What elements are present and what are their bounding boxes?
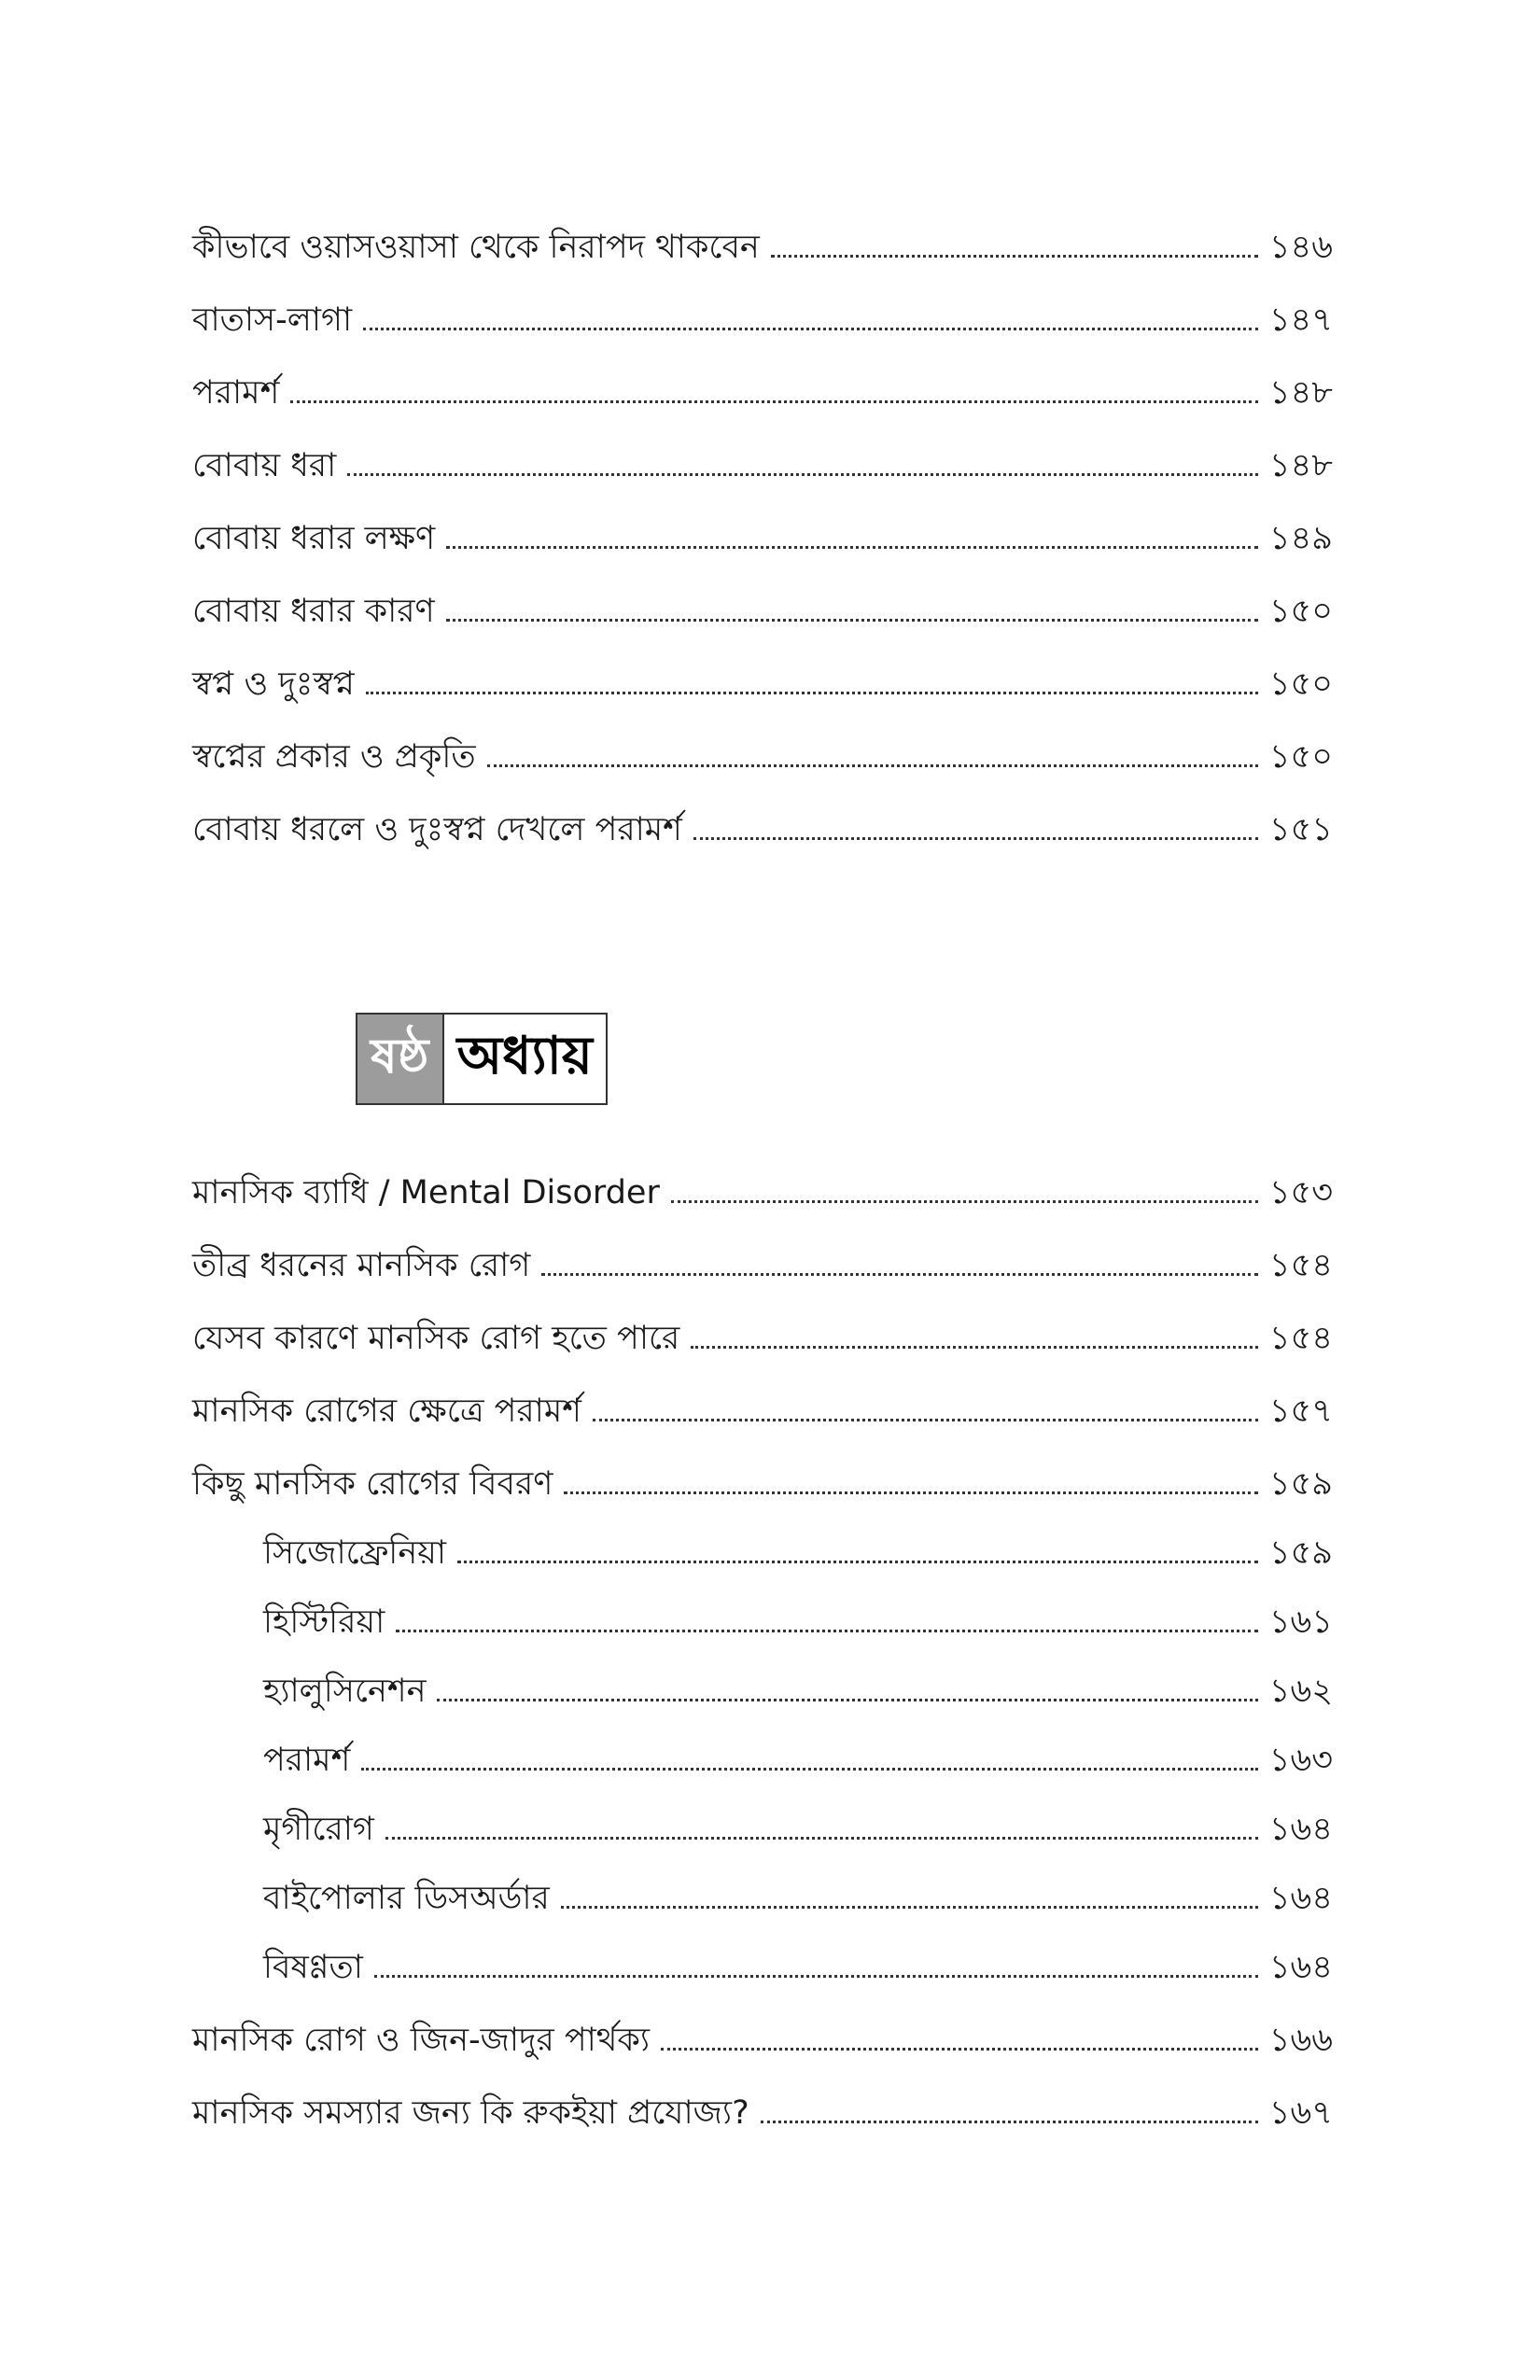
entry-title: হ্যালুসিনেশন [263,1673,427,1710]
dot-leader [374,1975,1258,1978]
entry-page: ১৫৯ [1268,1534,1333,1572]
toc-entry[interactable] [192,1355,1333,1428]
toc-section-1 [192,191,1333,847]
dot-leader [593,1419,1258,1421]
toc-entry[interactable] [192,628,1333,701]
entry-title: বাতাস-লাগা [192,301,353,339]
entry-page: ১৬৪ [1268,1811,1333,1848]
entry-title: পরামর্শ [263,1742,351,1779]
toc-entry[interactable] [192,1282,1333,1355]
entry-page: ১৬২ [1268,1673,1333,1710]
entry-page: ১৫৯ [1268,1465,1333,1503]
toc-entry[interactable] [192,774,1333,847]
toc-entry[interactable] [192,410,1333,483]
entry-title: বিষণ্ণতা [263,1949,363,1986]
toc-entry[interactable] [192,701,1333,774]
dot-leader [347,473,1258,476]
dot-leader [541,1273,1258,1276]
dot-leader [761,2121,1258,2123]
entry-title: হিস্টিরিয়া [263,1603,385,1641]
entry-title: কীভাবে ওয়াসওয়াসা থেকে নিরাপদ থাকবেন [192,229,760,266]
entry-page: ১৬৬ [1268,2022,1333,2059]
chapter-number: ষষ্ঠ [357,1015,442,1103]
entry-title: বোবায় ধরার কারণ [192,593,435,630]
entry-page: ১৫৩ [1268,1174,1333,1211]
dot-leader [457,1561,1258,1563]
dot-leader [661,2048,1258,2051]
entry-page: ১৫০ [1268,593,1333,630]
entry-page: ১৫১ [1268,811,1333,848]
toc-subentry[interactable] [192,1915,1333,1984]
entry-page: ১৪৮ [1268,374,1333,412]
entry-title: কিছু মানসিক রোগের বিবরণ [192,1465,553,1503]
dot-leader [396,1630,1258,1632]
entry-title: যেসব কারণে মানসিক রোগ হতে পারে [192,1320,680,1357]
dot-leader [446,619,1258,622]
dot-leader [771,255,1258,258]
entry-title: স্বপ্নের প্রকার ও প্রকৃতি [192,738,476,776]
entry-page: ১৫৪ [1268,1320,1333,1357]
entry-page: ১৪৬ [1268,229,1333,266]
toc-entry[interactable] [192,2057,1333,2130]
entry-title: স্বপ্ন ও দুঃস্বপ্ন [192,665,355,703]
entry-title: মানসিক রোগ ও জিন-জাদুর পার্থক্য [192,2022,651,2059]
entry-title: মানসিক সমস্যার জন্য কি রুকইয়া প্রযোজ্য? [192,2094,749,2132]
entry-title: তীব্র ধরনের মানসিক রোগ [192,1247,531,1284]
entry-title: পরামর্শ [192,374,280,412]
toc-subentry[interactable] [192,1639,1333,1708]
entry-title: সিজোফ্রেনিয়া [263,1534,446,1572]
entry-page: ১৫০ [1268,665,1333,703]
toc-entry[interactable] [192,1210,1333,1282]
toc-subentry[interactable] [192,1570,1333,1639]
dot-leader [446,546,1258,549]
entry-title: বোবায় ধরার লক্ষণ [192,520,436,557]
dot-leader [385,1837,1258,1840]
dot-leader [564,1491,1257,1494]
entry-page: ১৬৪ [1268,1880,1333,1917]
dot-leader [487,764,1258,767]
entry-page: ১৬৭ [1268,2094,1333,2132]
entry-page: ১৬১ [1268,1603,1333,1641]
toc-entry[interactable] [192,555,1333,628]
toc-subentry[interactable] [192,1708,1333,1777]
toc-entry[interactable] [192,337,1333,410]
dot-leader [361,1768,1257,1771]
dot-leader [363,328,1258,330]
toc-entry[interactable] [192,264,1333,337]
entry-title: বোবায় ধরলে ও দুঃস্বপ্ন দেখলে পরামর্শ [192,811,682,848]
dot-leader [366,692,1258,694]
entry-page: ১৫০ [1268,738,1333,776]
entry-page: ১৪৮ [1268,447,1333,484]
entry-page: ১৪৯ [1268,520,1333,557]
entry-title: মৃগীরোগ [263,1811,374,1848]
toc-entry[interactable] [192,191,1333,264]
dot-leader [290,400,1258,403]
entry-page: ১৫৪ [1268,1247,1333,1284]
dot-leader [693,837,1258,840]
toc-entry[interactable] [192,1428,1333,1501]
entry-page: ১৪৭ [1268,301,1333,339]
dot-leader [671,1200,1258,1203]
entry-title: বাইপোলার ডিসঅর্ডার [263,1880,550,1917]
entry-title: বোবায় ধরা [192,447,337,484]
toc-entry[interactable] [192,483,1333,555]
toc-subentry[interactable] [192,1777,1333,1846]
entry-title: মানসিক ব্যাধি / Mental Disorder [192,1174,660,1211]
chapter-label: অধ্যায় [442,1015,606,1103]
toc-subentry[interactable] [192,1846,1333,1915]
entry-title: মানসিক রোগের ক্ষেত্রে পরামর্শ [192,1393,581,1430]
chapter-heading [356,1013,608,1105]
dot-leader [561,1906,1258,1909]
toc-entry[interactable] [192,1984,1333,2057]
toc-subentry[interactable] [192,1501,1333,1570]
dot-leader [437,1699,1257,1701]
toc-entry[interactable] [192,1137,1333,1210]
entry-page: ১৬৩ [1268,1742,1333,1779]
entry-page: ১৬৪ [1268,1949,1333,1986]
toc-section-2 [192,1137,1333,2130]
entry-page: ১৫৭ [1268,1393,1333,1430]
dot-leader [691,1346,1258,1349]
